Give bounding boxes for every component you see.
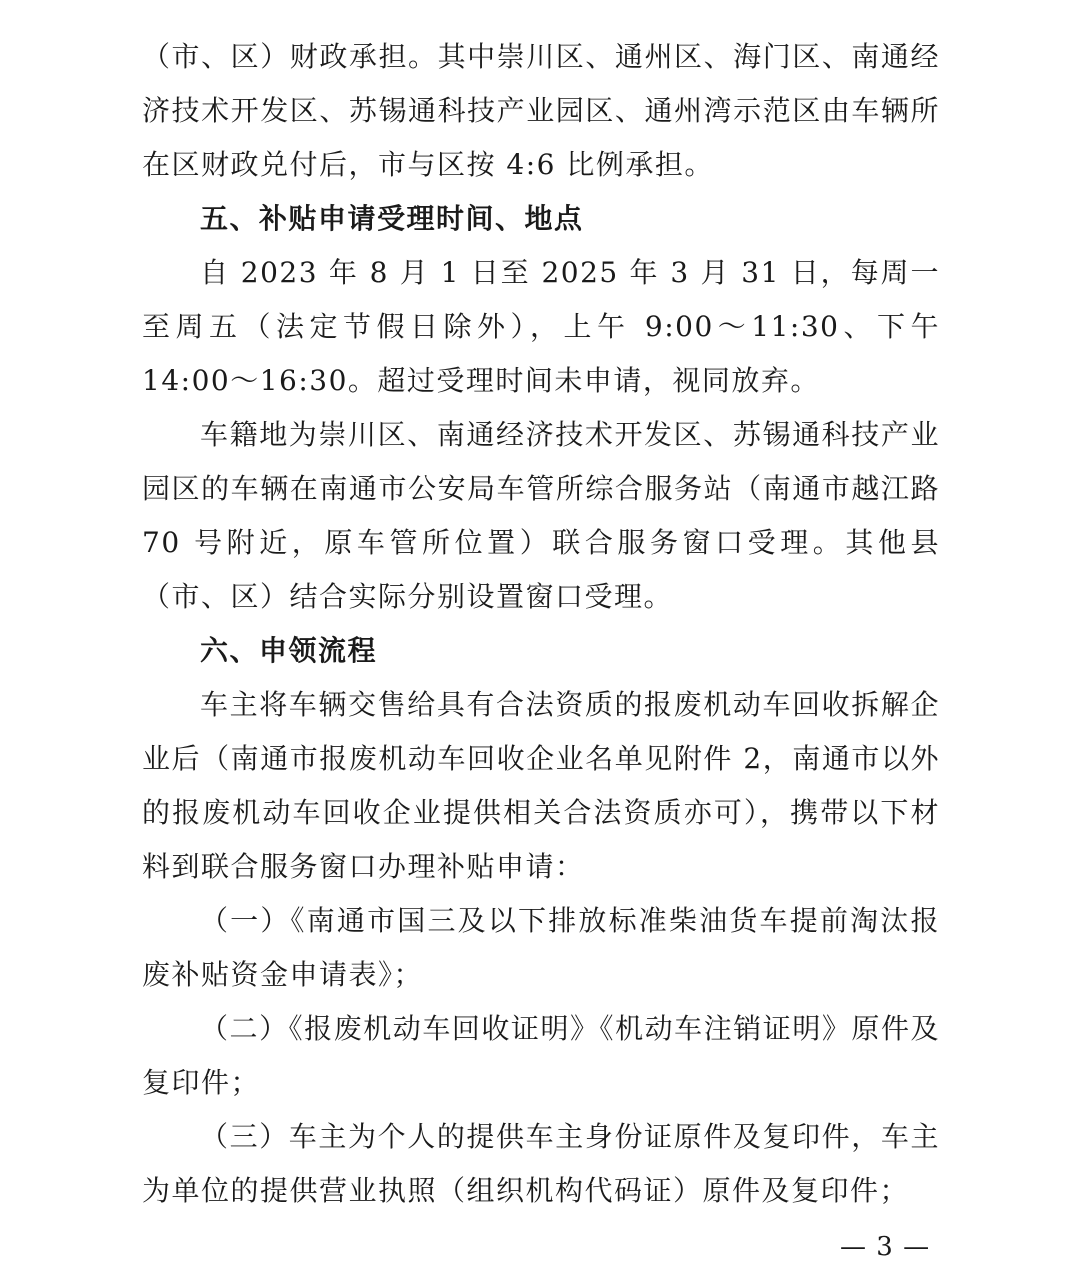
- paragraph-funding-continuation: （市、区）财政承担。其中崇川区、通州区、海门区、南通经济技术开发区、苏锡通科技产业园区、通州湾示范区由车辆所在区财政兑付后，市与区按 4:6 比例承担。: [142, 40, 940, 181]
- paragraph-application-time: 自 2023 年 8 月 1 日至 2025 年 3 月 31 日，每周一至周五（法定节假日除外），上午 9:00～11:30、下午 14:00～16:30。超过受理时间未申请，视同放弃。: [142, 256, 940, 397]
- list-item-identity-documents: （三）车主为个人的提供车主身份证原件及复印件，车主为单位的提供营业执照（组织机构代码证）原件及复印件；: [142, 1120, 940, 1207]
- list-item-recycling-certificate: （二）《报废机动车回收证明》《机动车注销证明》原件及复印件；: [142, 1012, 940, 1099]
- page-number: — 3 —: [840, 1232, 931, 1262]
- section-heading-application-process: 六、申领流程: [200, 634, 378, 667]
- list-item-application-form: （一）《南通市国三及以下排放标准柴油货车提前淘汰报废补贴资金申请表》；: [142, 904, 940, 991]
- section-heading-application-time-place: 五、补贴申请受理时间、地点: [200, 202, 584, 235]
- paragraph-application-place: 车籍地为崇川区、南通经济技术开发区、苏锡通科技产业园区的车辆在南通市公安局车管所综合服务站（南通市越江路 70 号附近，原车管所位置）联合服务窗口受理。其他县（市、区）结合实际分别设置窗口受理。: [142, 418, 940, 613]
- paragraph-application-process: 车主将车辆交售给具有合法资质的报废机动车回收拆解企业后（南通市报废机动车回收企业名单见附件 2，南通市以外的报废机动车回收企业提供相关合法资质亦可），携带以下材料到联合服务窗口办理补贴申请：: [142, 688, 940, 883]
